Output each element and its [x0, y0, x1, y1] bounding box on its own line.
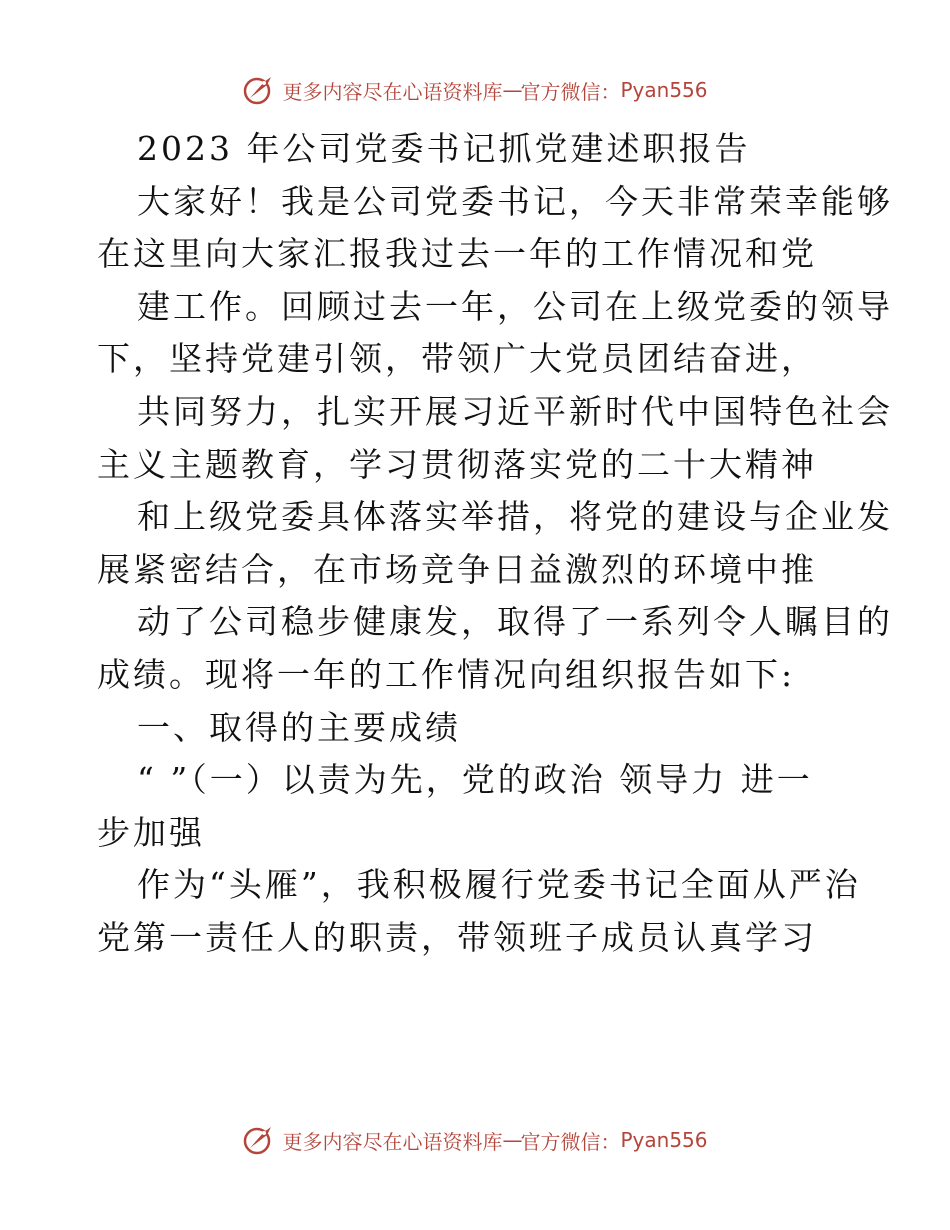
section-heading: 一、取得的主要成绩 — [137, 707, 461, 747]
pen-nib-logo-icon — [242, 1124, 278, 1156]
subsection-heading: “ ”（一）以责为先，党的政治 领导力 进一 — [137, 760, 813, 800]
text-line: 党第一责任人的职责，带领班子成员认真学习 — [97, 917, 817, 957]
pen-nib-logo-icon — [242, 74, 278, 106]
text-line: 展紧密结合，在市场竞争日益激烈的环境中推 — [97, 549, 817, 589]
watermark-separator: — — [502, 1128, 521, 1152]
text-line: 共同努力，扎实开展习近平新时代中国特色社会 — [137, 391, 893, 431]
watermark-wechat-id: Pyan556 — [620, 1128, 708, 1152]
text-line: 主义主题教育，学习贯彻落实党的二十大精神 — [97, 444, 817, 484]
text-line: 成绩。现将一年的工作情况向组织报告如下: — [97, 654, 796, 694]
text-line: 作为“头雁”，我积极履行党委书记全面从严治 — [137, 865, 861, 905]
watermark-label: 官方微信： — [520, 1129, 621, 1154]
text-line: 下，坚持党建引领，带领广大党员团结奋进， — [97, 339, 817, 379]
text-line: 大家好！我是公司党委书记，今天非常荣幸能够 — [137, 181, 893, 221]
watermark-wechat-id: Pyan556 — [620, 78, 708, 102]
text-line: 动了公司稳步健康发，取得了一系列令人瞩目的 — [137, 602, 893, 642]
text-line: 和上级党委具体落实举措，将党的建设与企业发 — [137, 497, 893, 537]
document-body — [97, 123, 893, 965]
watermark-text: 更多内容尽在心语资料库 — [282, 79, 503, 104]
document-title: 2023 年公司党委书记抓党建述职报告 — [137, 129, 751, 168]
watermark-text: 更多内容尽在心语资料库 — [282, 1129, 503, 1154]
subsection-heading-continued: 步加强 — [97, 812, 205, 852]
watermark-header — [0, 70, 950, 110]
text-line: 建工作。回顾过去一年，公司在上级党委的领导 — [137, 286, 893, 326]
text-line: 在这里向大家汇报我过去一年的工作情况和党 — [97, 234, 817, 274]
watermark-separator: — — [502, 78, 521, 102]
watermark-label: 官方微信： — [520, 79, 621, 104]
watermark-footer — [0, 1120, 950, 1160]
